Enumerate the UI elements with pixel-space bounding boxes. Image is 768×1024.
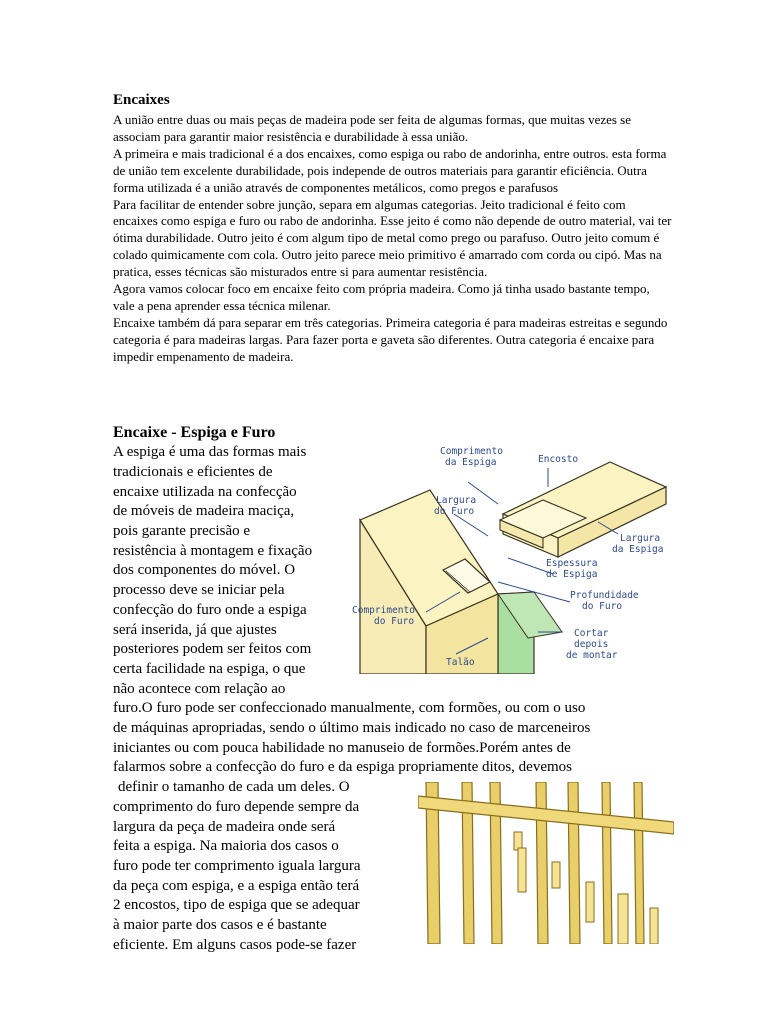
- paragraph: A primeira e mais tradicional é a dos encaixes, como espiga ou rabo de andorinha, entre outros. esta forma de união tem excelente durabilidade, pois independe de outros materiais para garantir eficiência. Outra forma utilizada é a união através de componentes metálicos, como pregos e parafusos: [113, 145, 667, 195]
- text-line: resistência à montagem e fixação: [113, 543, 313, 559]
- text-line: confecção do furo onde a espiga: [113, 602, 307, 618]
- text-line: furo.O furo pode ser confeccionado manualmente, com formões, ou com o uso: [113, 700, 586, 716]
- text-line: tradicionais e eficientes de: [113, 464, 273, 480]
- text-line: feita a espiga. Na maioria dos casos o: [113, 838, 339, 854]
- post: [536, 782, 548, 944]
- label-largura-furo: do Furo: [434, 506, 475, 517]
- post: [602, 782, 612, 944]
- text-line: será inserida, já que ajustes: [113, 622, 277, 638]
- post: [568, 782, 580, 944]
- text-line: dos componentes do móvel. O: [113, 562, 296, 578]
- intro-text: [113, 112, 673, 366]
- text-line: 2 encostos, tipo de espiga que se adequar: [113, 897, 360, 913]
- text-line: encaixe utilizada na confecção: [113, 484, 297, 500]
- label-cortar: Cortar: [574, 628, 609, 639]
- text-line: definir o tamanho de cada um deles. O: [118, 779, 350, 795]
- text-line: processo deve se iniciar pela: [113, 582, 285, 598]
- text-line: certa facilidade na espiga, o que: [113, 661, 306, 677]
- paragraph: Para facilitar de entender sobre junção, separa em algumas categorias. Jeito tradicional é feito com encaixes como espiga e furo ou rabo de andorinha. Esse jeito é como não depende de outro material, vai ter ótima durabilidade. Outro jeito é com algum tipo de metal como prego ou parafuso. Outro jeito comum é colado quimicamente com cola. Outro jeito parece meio primitivo é amarrado com corda ou cipó. Mas na pratica, esses técnicas são misturados entre si para aumentar resistência.: [113, 196, 672, 280]
- text-line: posteriores podem ser feitos com: [113, 641, 312, 657]
- text-line: pois garante precisão e: [113, 523, 251, 539]
- text-line: furo pode ter comprimento iguala largura: [113, 858, 361, 874]
- label-profundidade: Profundidade: [570, 590, 639, 601]
- label-profundidade: do Furo: [582, 601, 623, 612]
- label-comprimento-furo: Comprimento: [352, 605, 415, 616]
- section-title-encaixes: Encaixes: [113, 92, 170, 108]
- paragraph: Agora vamos colocar foco em encaixe feito com própria madeira. Como já tinha usado bastante tempo, vale a pena aprender essa técnica milenar.: [113, 281, 650, 313]
- tenon: [518, 848, 526, 892]
- frame-joinery-illustration: [418, 782, 674, 944]
- text-line: de móveis de madeira maciça,: [113, 503, 295, 519]
- tenon: [514, 832, 522, 850]
- label-largura-furo: Largura: [436, 495, 477, 506]
- label-largura-espiga: da Espiga: [612, 544, 664, 555]
- text-line: comprimento do furo depende sempre da: [113, 799, 360, 815]
- tenon: [650, 908, 658, 944]
- text-line: A espiga é uma das formas mais: [113, 444, 307, 460]
- section-title-espiga-furo: Encaixe - Espiga e Furo: [113, 424, 276, 441]
- text-line: falarmos sobre a confecção do furo e da espiga propriamente ditos, devemos: [113, 759, 572, 775]
- label-cortar: de montar: [566, 650, 618, 661]
- text-line: não acontece com relação ao: [113, 681, 286, 697]
- label-talao: Talão: [446, 657, 475, 668]
- tenon: [618, 894, 628, 944]
- paragraph: A união entre duas ou mais peças de madeira pode ser feita de algumas formas, que muitas vezes se associam para garantir maior resistência e durabilidade à essa união.: [113, 112, 632, 144]
- text-line: eficiente. Em alguns casos pode-se fazer: [113, 937, 357, 953]
- label-espessura: Espessura: [546, 558, 598, 569]
- text-line: iniciantes ou com pouca habilidade no manuseio de formões.Porém antes de: [113, 740, 571, 756]
- post: [634, 782, 644, 944]
- text-line: de máquinas apropriadas, sendo o último mais indicado no caso de marceneiros: [113, 720, 591, 736]
- tenon: [552, 862, 560, 888]
- text-line: à maior parte dos casos e é bastante: [113, 917, 327, 933]
- label-espessura: de Espiga: [546, 569, 598, 580]
- arrow: [454, 514, 488, 536]
- mortise-tenon-diagram: [348, 442, 678, 674]
- label-largura-espiga: Largura: [620, 533, 661, 544]
- label-comprimento-furo: do Furo: [374, 616, 415, 627]
- tenon: [586, 882, 594, 922]
- paragraph: Encaixe também dá para separar em três categorias. Primeira categoria é para madeiras estreitas e segundo categoria é para madeiras largas. Para fazer porta e gaveta são diferentes. Outra categoria é encaixe para impedir empenamento de madeira.: [113, 314, 668, 364]
- label-cortar: depois: [574, 639, 609, 650]
- label-encosto: Encosto: [538, 454, 579, 465]
- label-comprimento-espiga: da Espiga: [445, 457, 497, 468]
- text-line: largura da peça de madeira onde será: [113, 819, 336, 835]
- text-line: da peça com espiga, e a espiga então terá: [113, 878, 360, 894]
- label-comprimento-espiga: Comprimento: [440, 446, 503, 457]
